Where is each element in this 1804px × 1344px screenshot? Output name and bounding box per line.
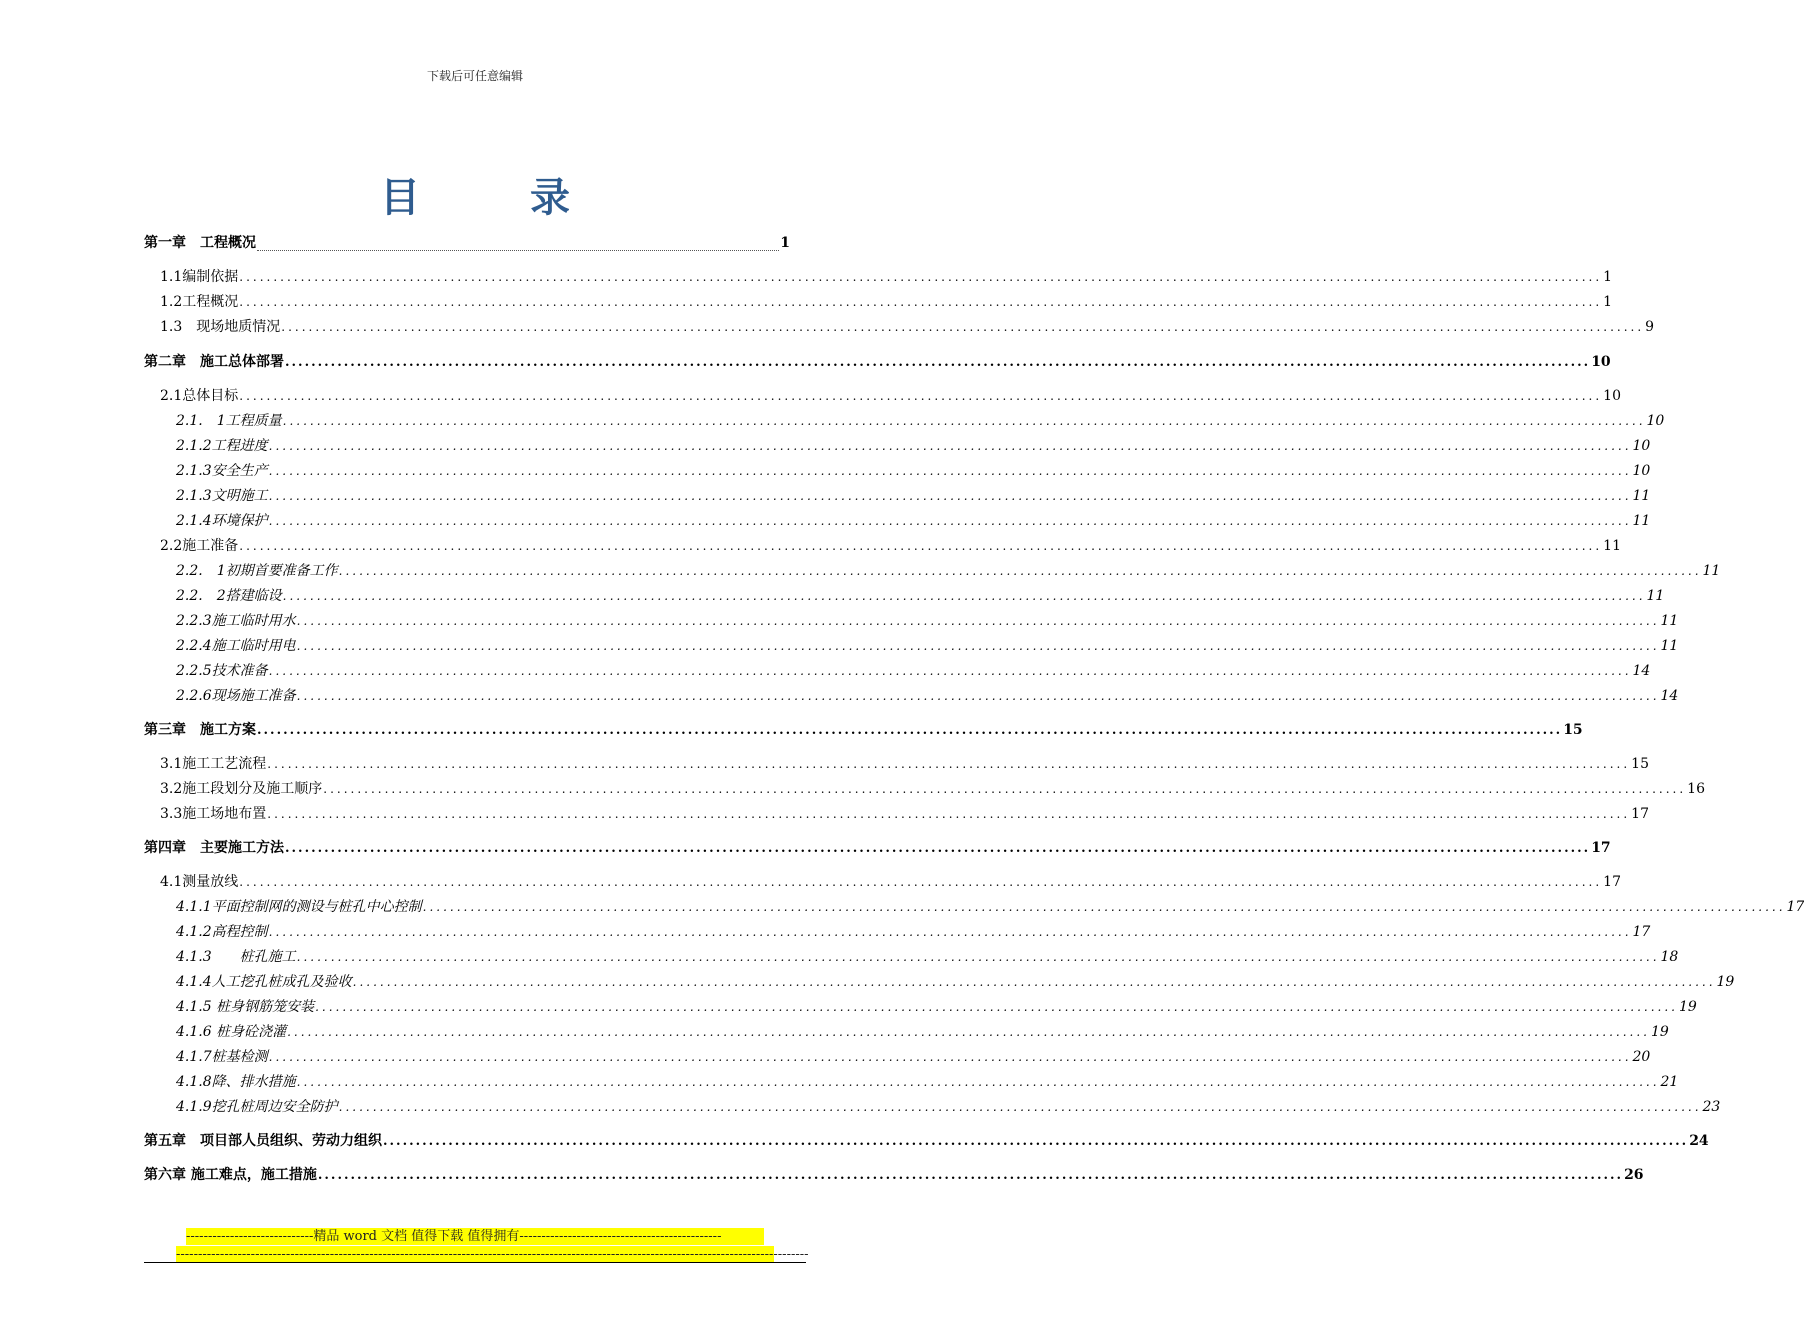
toc-leader-dots: ........................................................................................................................................................................................................ [239,389,1603,403]
toc-entry-page: 1 [1603,269,1613,285]
toc-entry-page: 20 [1632,1049,1651,1065]
toc-entry[interactable] [160,317,1655,337]
toc-entry-label: 4.1.5 桩身钢筋笼安装 [176,999,315,1015]
toc-leader-dots: ........................................................................................................................................................................................................ [239,270,1603,284]
toc-entry[interactable] [176,1072,1679,1092]
toc-entry-page: 10 [1646,413,1665,429]
toc-entry-label: 第四章 主要施工方法 [144,840,284,856]
toc-leader-dots: ........................................................................................................................................................................................................ [282,414,1646,428]
toc-entry[interactable] [176,511,1651,531]
toc-entry[interactable] [176,1097,1721,1117]
toc-entry-page: 11 [1632,513,1651,529]
page-header: 下载后可任意编辑 [426,69,523,83]
toc-entry[interactable] [144,1131,1709,1151]
toc-leader-dots: ........................................................................................................................................................................................................ [267,757,1631,771]
toc-entry[interactable] [176,661,1651,681]
toc-entry[interactable] [160,804,1649,824]
toc-entry-page: 17 [1632,924,1651,940]
toc-entry[interactable] [176,972,1735,992]
toc-entry[interactable] [176,411,1665,431]
toc-entry[interactable] [176,436,1651,456]
toc-entry-label: 4.1.4人工挖孔桩成孔及验收 [176,974,352,990]
toc-entry-label: 第五章 项目部人员组织、劳动力组织 [144,1133,382,1149]
toc-entry-label: 2.1.4环境保护 [176,513,268,529]
footer-banner-line-2: ------------------------------------------------------------------------------------------------------------------------------------------------ [176,1247,809,1262]
toc-entry-label: 2.2.6现场施工准备 [176,688,296,704]
toc-entry-page: 11 [1603,538,1621,554]
toc-leader-dots: ........................................................................................................................................................................................................ [296,1075,1660,1089]
toc-leader-dots: ........................................................................................................................................................................................................ [239,875,1603,889]
footer-banner-line-1: -----------------------------精品 word 文档 值得下载 值得拥有---------------------------------------------- [186,1228,764,1245]
toc-leader-dots: ........................................................................................................................................................................................................ [296,614,1660,628]
toc-leader-dots: ........................................................................................................................................................................................................ [296,689,1660,703]
toc-entry-label: 2.2. 2搭建临设 [176,588,282,604]
toc-entry-label: 2.2.5技术准备 [176,663,268,679]
toc-entry-label: 3.1施工工艺流程 [160,756,267,772]
toc-leader-dots: ........................................................................................................................................................................................................ [317,1168,1624,1183]
toc-entry-label: 4.1.6 桩身砼浇灌 [176,1024,287,1040]
toc-leader-dots: ........................................................................................................................................................................................................ [268,439,1632,453]
toc-entry[interactable] [176,561,1721,581]
toc-leader-dots: ........................................................................................................................................................................................................ [281,320,1645,334]
toc-leader-dots: ........................................................................................................................................................................................................ [285,355,1591,370]
toc-entry-label: 第六章 施工难点，施工措施 [144,1167,317,1183]
toc-entry-page: 26 [1624,1167,1644,1183]
toc-entry[interactable] [160,779,1705,799]
toc-leader-dots: ........................................................................................................................................................................................................ [239,539,1603,553]
toc-leader-dots: ........................................................................................................................................................................................................ [338,1100,1702,1114]
toc-entry-label: 1.2工程概况 [160,294,239,310]
toc-entry[interactable] [176,461,1651,481]
toc-entry[interactable] [144,352,1611,372]
toc-entry[interactable] [176,1022,1669,1042]
toc-entry-page: 14 [1660,688,1679,704]
toc-entry-label: 4.1测量放线 [160,874,239,890]
toc-entry-page: 10 [1632,463,1651,479]
toc-leader-dots: ........................................................................................................................................................................................................ [268,514,1632,528]
toc-entry[interactable] [176,586,1665,606]
toc-leader-dots: ........................................................................................................................................................................................................ [315,1000,1678,1014]
toc-entry[interactable] [176,997,1697,1017]
toc-leader-dots: ........................................................................................................................................................................................................ [285,841,1591,856]
toc-entry-page: 23 [1702,1099,1721,1115]
toc-entry[interactable] [160,292,1613,312]
toc-entry[interactable] [160,267,1613,287]
toc-leader-dots: ........................................................................................................................................................................................................ [239,295,1603,309]
toc-leader-dots: ........................................................................................................................................................................................................ [268,664,1632,678]
toc-entry-label: 4.1.8降、排水措施 [176,1074,296,1090]
toc-leader-dots: ........................................................................................................................................................................................................ [267,807,1631,821]
toc-entry[interactable] [144,838,1611,858]
toc-entry[interactable] [176,947,1679,967]
toc-entry-label: 4.1.3 桩孔施工 [176,949,296,965]
toc-entry-label: 2.1.2工程进度 [176,438,268,454]
toc-entry[interactable] [160,386,1621,406]
toc-entry-page: 15 [1563,722,1583,738]
toc-entry-page: 17 [1631,806,1649,822]
toc-entry-label: 2.2施工准备 [160,538,239,554]
toc-entry-label: 2.1总体目标 [160,388,239,404]
toc-entry[interactable] [144,233,790,253]
toc-leader-dots: ........................................................................................................................................................................................................ [257,723,1563,738]
toc-entry-label: 2.2.4施工临时用电 [176,638,296,654]
toc-entry[interactable] [176,897,1804,917]
toc-leader-dots: ........................................................................................................................................................................................................ [323,782,1687,796]
toc-entry-page: 14 [1632,663,1651,679]
toc-entry-label: 2.1. 1工程质量 [176,413,282,429]
toc-leader-dots: ........................................................................................................................................................................................................ [268,925,1632,939]
toc-entry-label: 3.2施工段划分及施工顺序 [160,781,323,797]
toc-entry-label: 4.1.9挖孔桩周边安全防护 [176,1099,338,1115]
toc-entry-label: 3.3施工场地布置 [160,806,267,822]
toc-entry-label: 2.1.3安全生产 [176,463,268,479]
toc-entry[interactable] [176,922,1651,942]
toc-entry-page: 9 [1645,319,1655,335]
toc-entry-label: 第三章 施工方案 [144,722,256,738]
toc-entry-page: 11 [1632,488,1651,504]
toc-leader-dots: ........................................................................................................................................................................................................ [352,975,1716,989]
toc-entry-page: 17 [1786,899,1804,915]
toc-leader-dots [257,238,779,251]
toc-entry-label: 4.1.7桩基检测 [176,1049,268,1065]
toc-leader-dots: ........................................................................................................................................................................................................ [338,564,1702,578]
toc-entry-page: 11 [1660,638,1679,654]
toc-entry-label: 第二章 施工总体部署 [144,354,284,370]
toc-entry[interactable] [176,611,1679,631]
toc-entry-page: 19 [1650,1024,1669,1040]
toc-entry-page: 17 [1603,874,1621,890]
footer-rule [144,1262,806,1263]
toc-entry[interactable] [176,636,1679,656]
toc-entry-label: 4.1.2高程控制 [176,924,268,940]
toc-entry[interactable] [144,720,1583,740]
title-char-1: 目 [380,174,420,221]
title-char-2: 录 [530,174,570,221]
toc-leader-dots: ........................................................................................................................................................................................................ [268,489,1632,503]
toc-leader-dots: ........................................................................................................................................................................................................ [282,589,1646,603]
toc-entry-page: 24 [1689,1133,1709,1149]
toc-entry-page: 11 [1660,613,1679,629]
toc-leader-dots: ........................................................................................................................................................................................................ [422,900,1786,914]
toc-entry-label: 2.1.3文明施工 [176,488,268,504]
toc-entry[interactable] [144,1165,1644,1185]
toc-leader-dots: ........................................................................................................................................................................................................ [296,950,1660,964]
toc-entry[interactable] [176,486,1651,506]
toc-leader-dots: ........................................................................................................................................................................................................ [268,1050,1632,1064]
toc-entry-label: 第一章 工程概况 [144,235,256,251]
toc-entry-page: 11 [1646,588,1665,604]
toc-entry-page: 10 [1603,388,1621,404]
toc-entry-page: 21 [1660,1074,1679,1090]
toc-entry-label: 4.1.1平面控制网的测设与桩孔中心控制 [176,899,422,915]
toc-entry-page: 11 [1702,563,1721,579]
toc-entry-label: 1.1编制依据 [160,269,239,285]
toc-entry-label: 1.3 现场地质情况 [160,319,281,335]
toc-leader-dots: ........................................................................................................................................................................................................ [268,464,1632,478]
toc-entry-label: 2.2. 1初期首要准备工作 [176,563,338,579]
toc-entry[interactable] [160,872,1621,892]
toc-leader-dots: ........................................................................................................................................................................................................ [296,639,1660,653]
toc-entry[interactable] [176,686,1679,706]
toc-entry-page: 17 [1591,840,1611,856]
toc-entry-page: 18 [1660,949,1679,965]
toc-entry[interactable] [160,536,1621,556]
toc-entry-page: 15 [1631,756,1649,772]
toc-entry-page: 10 [1632,438,1651,454]
toc-entry[interactable] [160,754,1649,774]
toc-entry-page: 16 [1687,781,1705,797]
toc-entry-page: 1 [780,235,790,251]
toc-entry-page: 10 [1591,354,1611,370]
toc-entry-page: 19 [1716,974,1735,990]
toc-leader-dots: ........................................................................................................................................................................................................ [383,1134,1689,1149]
toc-entry-label: 2.2.3施工临时用水 [176,613,296,629]
toc-entry-page: 1 [1603,294,1613,310]
toc-entry-page: 19 [1678,999,1697,1015]
toc-leader-dots: ........................................................................................................................................................................................................ [287,1025,1650,1039]
toc-entry[interactable] [176,1047,1651,1067]
